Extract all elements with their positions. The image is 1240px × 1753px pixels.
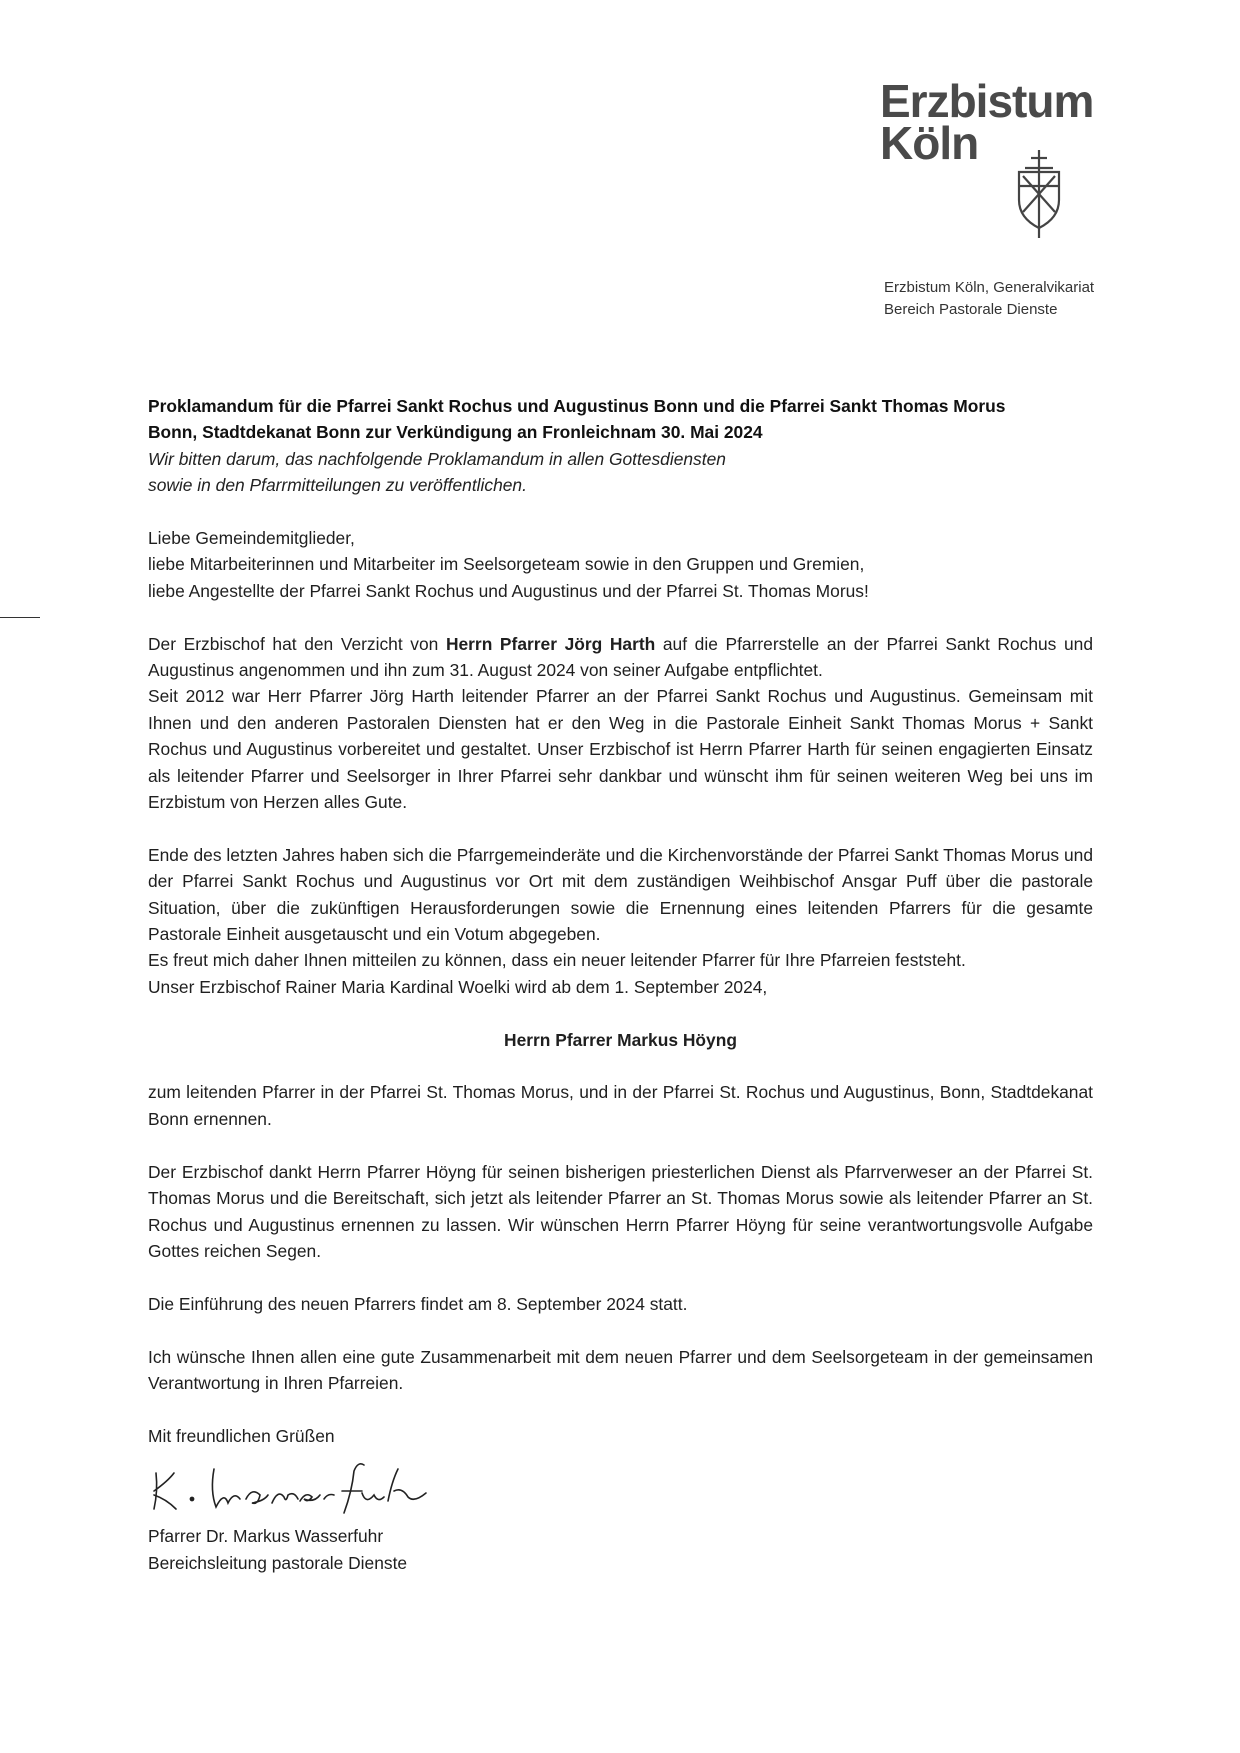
- signer-name: Pfarrer Dr. Markus Wasserfuhr: [148, 1526, 384, 1547]
- logo-wordmark: Erzbistum Köln: [880, 75, 1094, 169]
- sender-line: Bereich Pastorale Dienste: [884, 301, 1058, 318]
- signer-block: [148, 1523, 1093, 1576]
- appointee-name: Herrn Pfarrer Markus Höyng: [504, 1029, 737, 1050]
- sender-block: [884, 277, 1094, 321]
- paragraph: Der Erzbischof hat den Verzicht von Herrn Pfarrer Jörg Harth auf die Pfarrerstelle an der Pfarrei Sankt Rochus und Augustinus angenommen und ihn zum 31. August 2024 von seiner Aufgabe entpflichtet.: [148, 633, 1093, 681]
- signature: [148, 1451, 468, 1521]
- erzbistum-koeln-logo: [880, 75, 1140, 240]
- paragraph: Unser Erzbischof Rainer Maria Kardinal Woelki wird ab dem 1. September 2024,: [148, 976, 768, 997]
- paragraph: zum leitenden Pfarrer in der Pfarrei St. Thomas Morus, und in der Pfarrei St. Rochus und Augustinus, Bonn, Stadtdekanat Bonn ernennen.: [148, 1082, 1093, 1129]
- sender-line: Erzbistum Köln, Generalvikariat: [884, 279, 1095, 296]
- paragraph: Der Erzbischof dankt Herrn Pfarrer Höyng für seinen bisherigen priesterlichen Dienst als Pfarrverweser an der Pfarrei St. Thomas Morus und die Bereitschaft, sich jetzt als leitender Pfarrer an St. Thomas Morus sowie als leitender Pfarrer an St. Rochus und Augustinus ernennen zu lassen. Wir wünschen Herrn Pfarrer Höyng für seine verantwortungsvolle Aufgabe Gottes reichen Segen.: [148, 1161, 1093, 1261]
- paragraph: Seit 2012 war Herr Pfarrer Jörg Harth leitender Pfarrer an der Pfarrei Sankt Rochus und Augustinus. Gemeinsam mit Ihnen und den anderen Pastoralen Diensten hat er den Weg in die Pastorale Einheit Sankt Thomas Morus + Sankt Rochus und Augustinus vorbereitet und gestaltet. Unser Erzbischof ist Herrn Pfarrer Harth für seinen engagierten Einsatz als leitender Pfarrer und Seelsorger in Ihrer Pfarrei sehr dankbar und wünscht ihm für seinen weiteren Weg bei uns im Erzbistum von Herzen alles Gute.: [148, 686, 1093, 813]
- signer-role: Bereichsleitung pastorale Dienste: [148, 1552, 408, 1573]
- letter-title: Proklamandum für die Pfarrei Sankt Rochus und Augustinus Bonn und die Pfarrei Sankt Thomas Morus Bonn, Stadtdekanat Bonn zur Verkündigung an Fronleichnam 30. Mai 2024: [148, 396, 1006, 443]
- closing: Mit freundlichen Grüßen: [148, 1425, 335, 1446]
- letter-body: [148, 393, 1093, 1576]
- name-harth: Herrn Pfarrer Jörg Harth: [445, 633, 656, 654]
- paragraph: Ende des letzten Jahres haben sich die Pfarrgemeinderäte und die Kirchenvorstände der Pfarrei Sankt Thomas Morus und der Pfarrei Sankt Rochus und Augustinus vor Ort mit dem zuständigen Weihbischof Ansgar Puff über die pastorale Situation, über die zukünftigen Herausforderungen sowie die Ernennung eines leitenden Pfarrers für die gesamte Pastorale Einheit ausgetauscht und ein Votum abgegeben.: [148, 844, 1093, 945]
- publication-note: Wir bitten darum, das nachfolgende Proklamandum in allen Gottesdiensten sowie in den Pfarrmitteilungen zu veröffentlichen.: [148, 448, 726, 496]
- salutation: Liebe Gemeindemitglieder, liebe Mitarbeiterinnen und Mitarbeiter im Seelsorgeteam sowie in den Gruppen und Gremien, liebe Angestellte der Pfarrei Sankt Rochus und Augustinus und der Pfarrei St. Thomas Morus!: [148, 528, 869, 601]
- cross-shield-icon: [1015, 148, 1063, 240]
- paragraph: Die Einführung des neuen Pfarrers findet am 8. September 2024 statt.: [148, 1293, 688, 1314]
- fold-mark: [0, 617, 40, 618]
- paragraph: Ich wünsche Ihnen allen eine gute Zusammenarbeit mit dem neuen Pfarrer und dem Seelsorgeteam in der gemeinsamen Verantwortung in Ihren Pfarreien.: [148, 1346, 1093, 1393]
- paragraph: Es freut mich daher Ihnen mitteilen zu können, dass ein neuer leitender Pfarrer für Ihre Pfarreien feststeht.: [148, 950, 966, 971]
